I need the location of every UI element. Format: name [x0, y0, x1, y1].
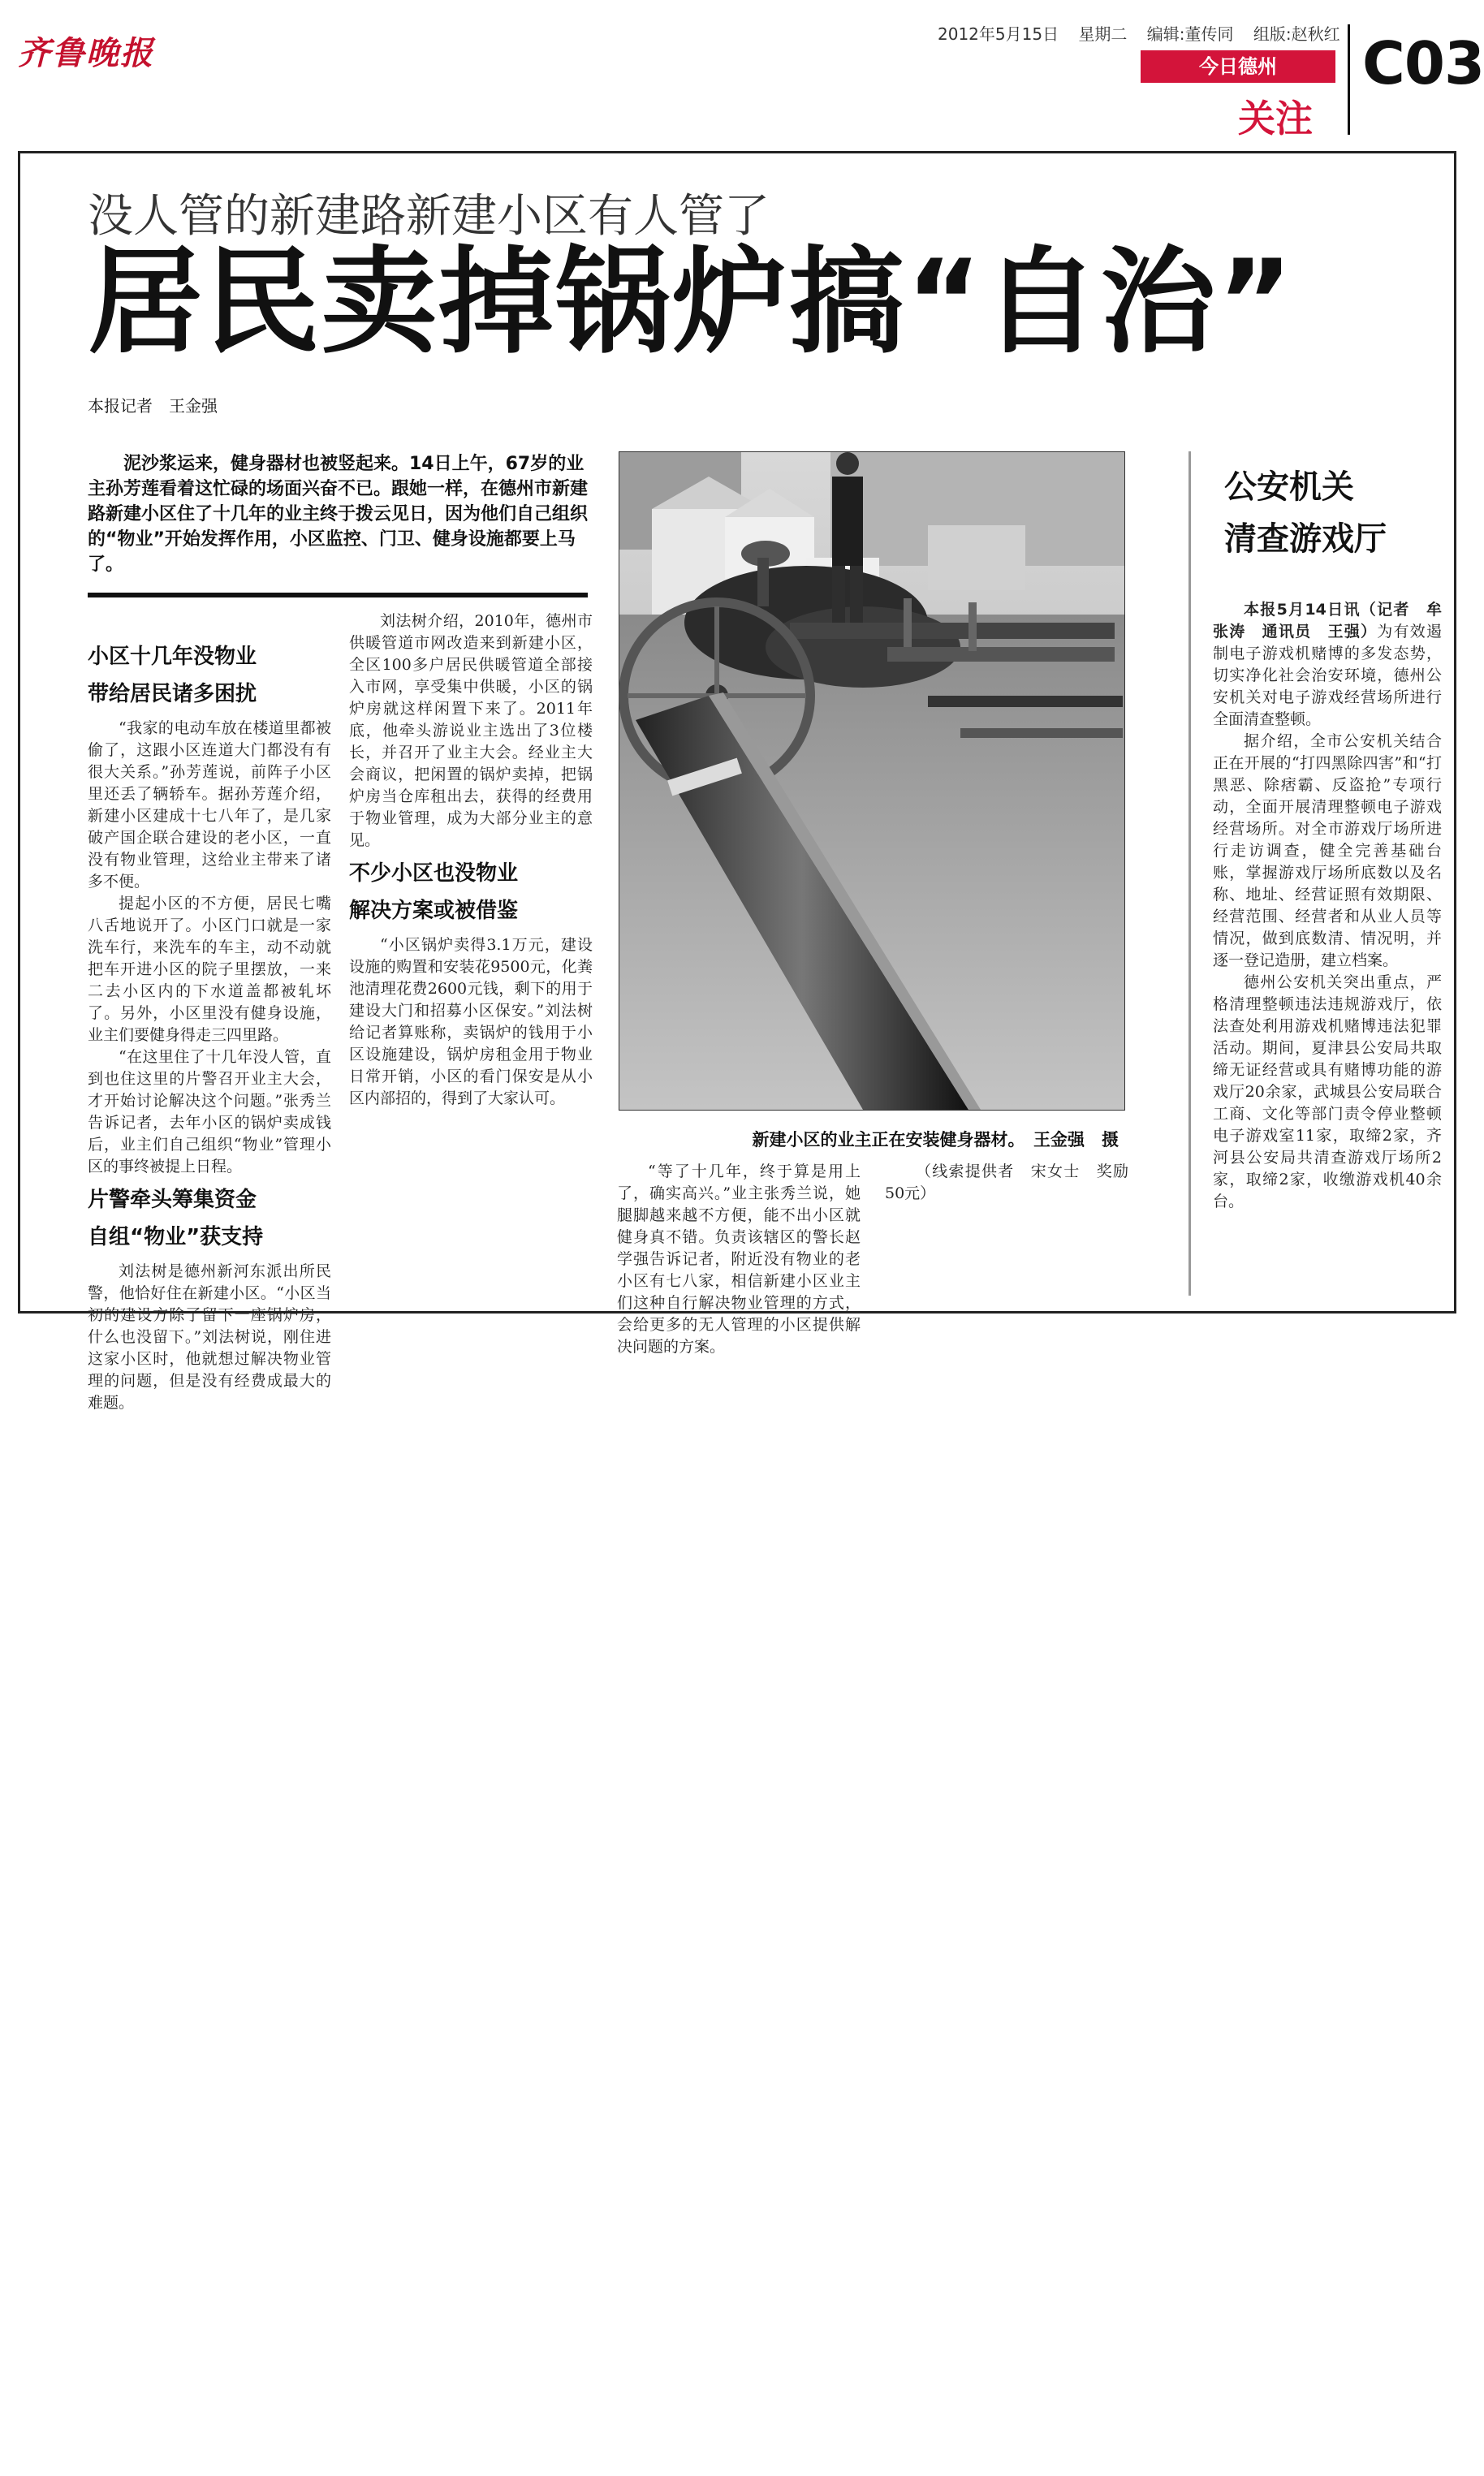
section-name: 关注	[1238, 97, 1313, 140]
sidebar-divider	[1188, 451, 1191, 1296]
article-column-2	[349, 610, 593, 1294]
paragraph: 提起小区的不方便，居民七嘴八舌地说开了。小区门口就是一家洗车行，来洗车的车主，动不动就把车开进小区的院子里摆放，一来二去小区内的下水道盖都被轧坏了。另外，小区里没有健身设施，业主们要健身得走三四里路。	[88, 895, 331, 1044]
paragraph: 刘法树是德州新河东派出所民警，他恰好住在新建小区。“小区当初的建设方除了留下一座锅炉房，什么也没留下。”刘法树说，刚住进这家小区时，他就想过解决物业管理的问题，但是没有经费成最大的难题。	[88, 1262, 331, 1412]
issue-weekday: 星期二	[1078, 24, 1128, 44]
paragraph: 德州公安机关突出重点，严格清理整顿违法违规游戏厅，依法查处利用游戏机赌博违法犯罪活动。期间，夏津县公安局共取缔无证经营或具有赌博功能的游戏厅20余家，武城县公安局联合工商、文化等部门责令停业整顿电子游戏室11家，取缔2家，齐河县公安局共清查游戏厅场所2家，取缔2家，收缴游戏机40余台。	[1213, 973, 1442, 1210]
photo-caption: 新建小区的业主正在安装健身器材。 王金强 摄	[752, 1130, 1119, 1150]
paragraph-text: 为有效遏制电子游戏机赌博的多发态势，切实净化社会治安环境，德州公安机关对电子游戏经营场所进行全面清查整顿。	[1213, 623, 1442, 728]
lead-divider	[88, 593, 588, 597]
paragraph: “小区锅炉卖得3.1万元，建设设施的购置和安装花9500元，化粪池清理花费2600元钱，剩下的用于建设大门和招募小区保安。”刘法树给记者算账称，卖锅炉的钱用于小区设施建设，锅炉房租金用于物业日常开销，小区的看门保安是从小区内部招的，得到了大家认可。	[349, 936, 593, 1107]
paragraph: “等了十几年，终于算是用上了，确实高兴。”业主张秀兰说，她腿脚越来越不方便，能不出小区就健身真不错。负责该辖区的警长赵学强告诉记者，附近没有物业的老小区有七八家，相信新建小区业主们这种自行解决物业管理的方式，会给更多的无人管理的小区提供解决问题的方案。	[617, 1163, 861, 1356]
article-byline: 本报记者 王金强	[88, 396, 218, 416]
sidebar-body	[1213, 599, 1442, 1297]
article-headline: 居民卖掉锅炉搞“自治”	[88, 235, 1295, 369]
photo-illustration	[619, 452, 1124, 1110]
article-lead: 泥沙浆运来，健身器材也被竖起来。14日上午，67岁的业主孙芳莲看着这忙碌的场面兴奋不已。跟她一样，在德州市新建路新建小区住了十几年的业主终于拨云见日，因为他们自己组织的“物业”开始发挥作用，小区监控、门卫、健身设施都要上马了。	[88, 454, 589, 575]
paragraph: 刘法树介绍，2010年，德州市供暖管道市网改造来到新建小区，全区100多户居民供暖管道全部接入市网，享受集中供暖，小区的锅炉房就这样闲置下来了。2011年底，他牵头游说业主选出了3位楼长，并召开了业主大会。经业主大会商议，把闲置的锅炉卖掉，把锅炉房当仓库租出去，获得的经费用于物业管理，成为大部分业主的意见。	[349, 612, 593, 849]
section-tag: 今日德州	[1141, 50, 1335, 83]
section-heading: 片警牵头筹集资金	[88, 1188, 257, 1212]
section-subheading: 带给居民诸多困扰	[88, 682, 257, 706]
editor-credit: 编辑:董传同	[1146, 24, 1234, 44]
article-column-4	[885, 1161, 1128, 1294]
page-number: C03	[1362, 29, 1484, 97]
sidebar-dateline: 本报5月14日讯（记者 牟张涛 通讯员 王强）	[1213, 601, 1442, 641]
section-heading: 不少小区也没物业	[349, 861, 519, 886]
issue-meta	[938, 21, 1355, 45]
paragraph: （线索提供者 宋女士 奖励50元）	[885, 1163, 1128, 1202]
paragraph: “在这里住了十几年没人管，直到也住这里的片警召开业主大会，才开始讨论解决这个问题。”张秀兰告诉记者，去年小区的锅炉卖成钱后，业主们自己组织“物业”管理小区的事终被提上日程。	[88, 1048, 331, 1175]
section-subheading: 解决方案或被借鉴	[349, 899, 519, 923]
paragraph: 据介绍，全市公安机关结合正在开展的“打四黑除四害”和“打黑恶、除痞霸、反盗抢”专项行动，全面开展清理整顿电子游戏经营场所。对全市游戏厅场所进行走访调查，健全完善基础台账，掌握游戏厅场所底数以及名称、地址、经营证照有效期限、经营范围、经营者和从业人员等情况，做到底数清、情况明，并逐一登记造册，建立档案。	[1213, 732, 1442, 969]
section-heading: 小区十几年没物业	[88, 645, 257, 669]
designer-credit: 组版:赵秋红	[1253, 24, 1340, 44]
article-subhead: 没人管的新建路新建小区有人管了	[88, 190, 770, 243]
paragraph	[1213, 599, 1442, 731]
article-column-3	[617, 1161, 861, 1356]
sidebar-title-line-2: 清查游戏厅	[1224, 520, 1387, 558]
article-column-1	[88, 635, 331, 1412]
construction-photo	[619, 451, 1125, 1111]
issue-date: 2012年5月15日	[938, 24, 1059, 44]
newspaper-logo: 齐鲁晚报	[18, 34, 154, 72]
sidebar-title-line-1: 公安机关	[1224, 468, 1354, 506]
section-subheading: 自组“物业”获支持	[88, 1225, 264, 1249]
sidebar-title	[1224, 461, 1387, 565]
masthead-divider	[1348, 24, 1350, 135]
paragraph: “我家的电动车放在楼道里都被偷了，这跟小区连道大门都没有有很大关系。”孙芳莲说，前阵子小区里还丢了辆轿车。据孙芳莲介绍，新建小区建成十七八年了，是几家破产国企联合建设的老小区，一直没有物业管理，这给业主带来了诸多不便。	[88, 719, 331, 891]
